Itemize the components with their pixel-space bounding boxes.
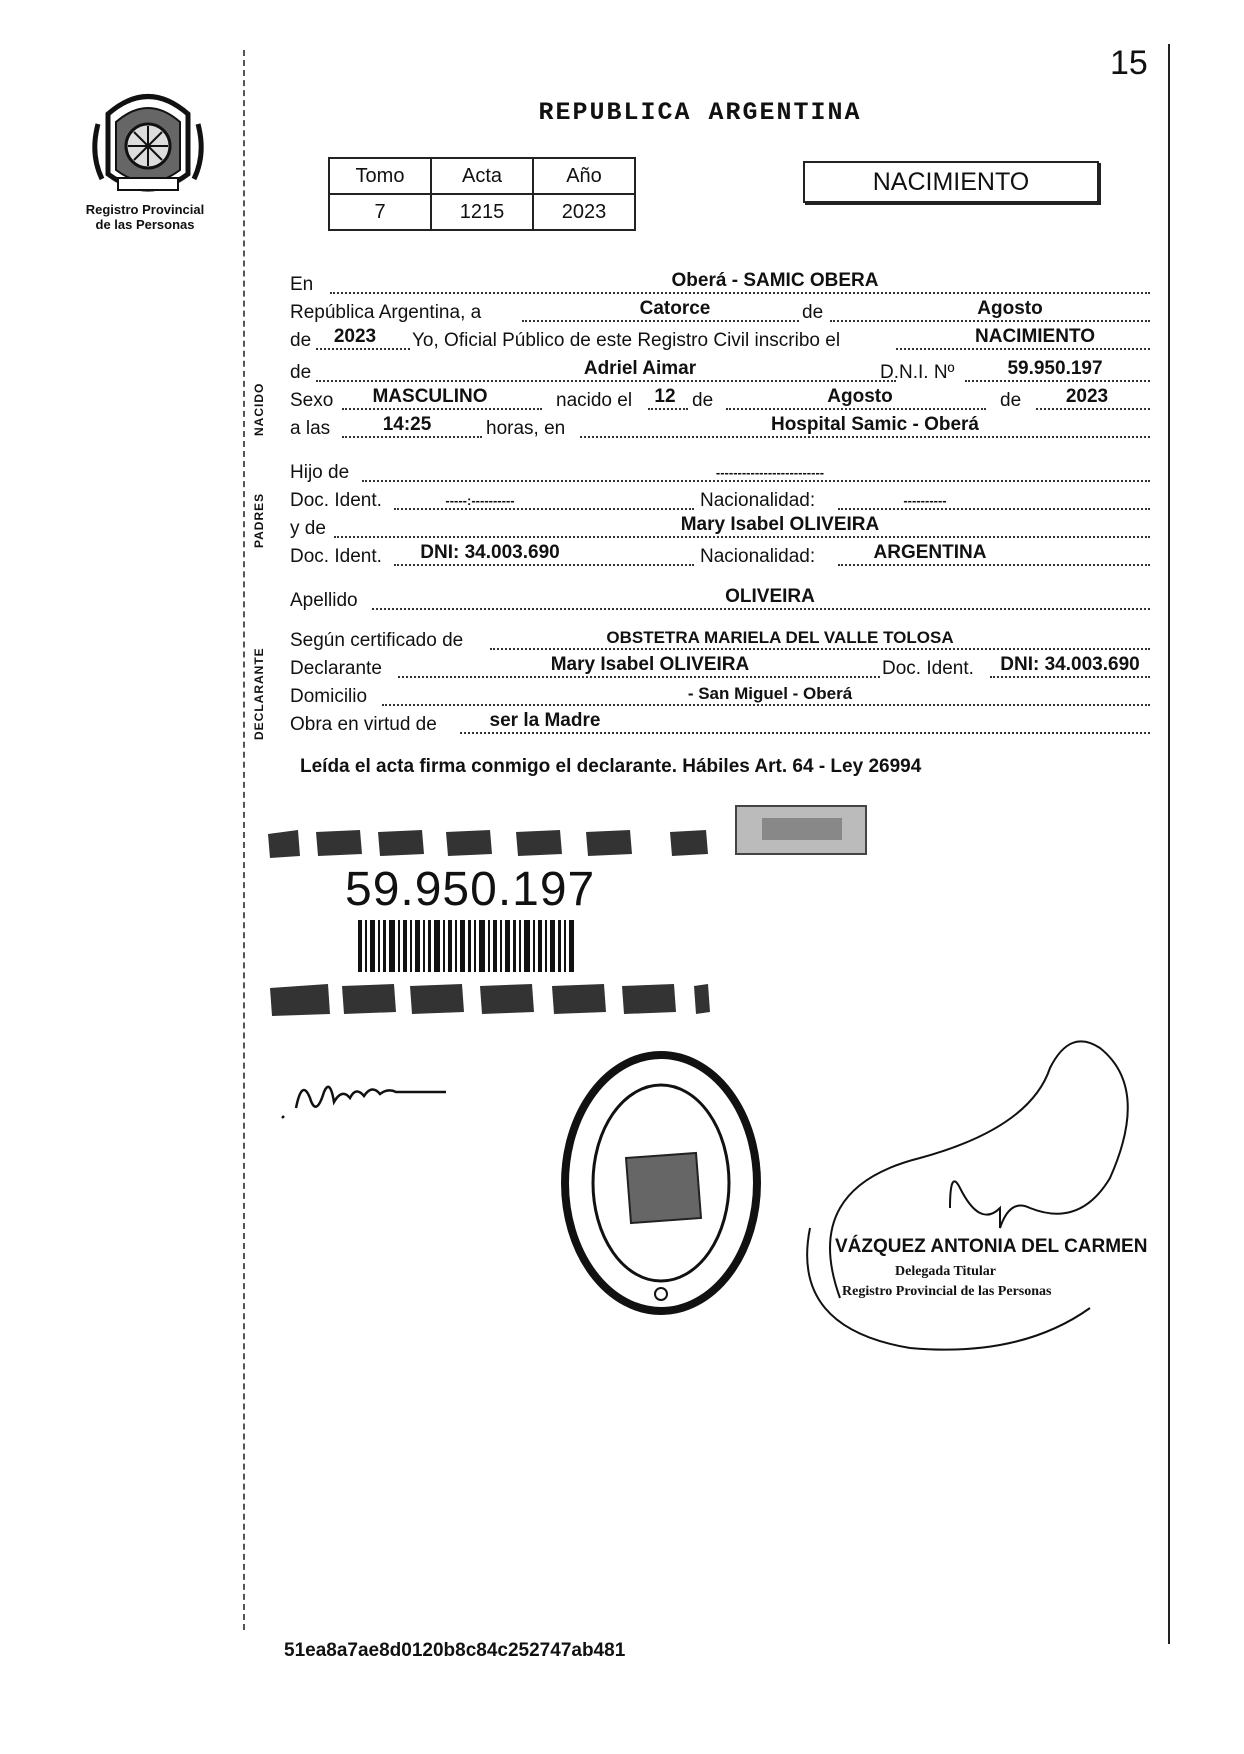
form-line-en <box>290 270 1150 298</box>
document-title: REPUBLICA ARGENTINA <box>538 98 862 127</box>
table-value-acta: 1215 <box>431 194 533 230</box>
form-line-y-de <box>290 514 1150 542</box>
form-line-republica <box>290 298 1150 326</box>
inscribe-value: NACIMIENTO <box>975 326 1095 347</box>
signer-name: VÁZQUEZ ANTONIA DEL CARMEN <box>835 1236 1148 1257</box>
father-name-value: ------------------------- <box>715 465 825 480</box>
security-pattern-bottom <box>268 980 728 1020</box>
logo-caption <box>70 202 220 232</box>
dotted-leader <box>580 436 1150 438</box>
mother-nac-value: ARGENTINA <box>873 542 987 563</box>
father-nac-value: ---------- <box>903 493 947 508</box>
form-line-inscribe <box>290 326 1150 354</box>
form-line-sexo <box>290 386 1150 414</box>
year-value: 2023 <box>333 326 377 347</box>
dotted-leader <box>838 564 1150 566</box>
form-line-mother-doc <box>290 542 1150 570</box>
dotted-leader <box>460 732 1150 734</box>
child-dni-value: 59.950.197 <box>1007 358 1103 379</box>
form-line-domicilio <box>290 682 1150 710</box>
republica-label: República Argentina, a <box>290 302 482 323</box>
obra-value: ser la Madre <box>489 710 601 731</box>
mother-name-value: Mary Isabel OLIVEIRA <box>680 514 880 535</box>
dni-label: D.N.I. Nº <box>880 362 955 383</box>
right-margin-line <box>1168 44 1170 1644</box>
doc-ident-label: Doc. Ident. <box>290 490 382 511</box>
document-hash: 51ea8a7ae8d0120b8c84c252747ab481 <box>284 1640 626 1661</box>
de-label: de <box>692 390 714 411</box>
dotted-leader <box>1036 408 1150 410</box>
de-label: de <box>290 330 312 351</box>
time-value: 14:25 <box>382 414 432 435</box>
left-dashed-margin <box>243 50 245 1630</box>
de-label: de <box>802 302 824 323</box>
declarant-signature-icon <box>276 1068 476 1128</box>
table-header-acta: Acta <box>431 158 533 194</box>
dotted-leader <box>362 480 1150 482</box>
official-seal-icon <box>556 1048 766 1318</box>
nacionalidad-label: Nacionalidad: <box>700 546 816 567</box>
dotted-leader <box>838 508 1150 510</box>
logo-caption-line1: Registro Provincial <box>85 202 205 217</box>
declarante-label: Declarante <box>290 658 382 679</box>
barcode-icon <box>358 920 578 972</box>
province-logo-icon <box>88 84 208 204</box>
record-type-box: NACIMIENTO <box>803 161 1099 203</box>
child-name-value: Adriel Aimar <box>583 358 697 379</box>
dotted-leader <box>342 408 542 410</box>
table-header-anio: Año <box>533 158 635 194</box>
dotted-leader <box>522 320 799 322</box>
dotted-leader <box>830 320 1150 322</box>
birth-place-value: Hospital Samic - Oberá <box>770 414 979 435</box>
month-value: Agosto <box>977 298 1043 319</box>
place-value: Oberá - SAMIC OBERA <box>671 270 879 291</box>
father-doc-value: -----:---------- <box>445 493 515 508</box>
hijo-de-label: Hijo de <box>290 462 350 483</box>
dotted-leader <box>990 676 1150 678</box>
form-line-hora <box>290 414 1150 442</box>
apellido-label: Apellido <box>290 590 358 611</box>
birth-day-value: 12 <box>654 386 676 407</box>
dotted-leader <box>334 536 1150 538</box>
apellido-value: OLIVEIRA <box>725 586 815 607</box>
horas-en-label: horas, en <box>486 418 566 439</box>
official-signature-icon <box>800 1028 1140 1358</box>
dotted-leader <box>394 508 694 510</box>
dotted-leader <box>394 564 694 566</box>
table-value-tomo: 7 <box>329 194 431 230</box>
dotted-leader <box>896 348 1150 350</box>
day-value: Catorce <box>639 298 711 319</box>
dotted-leader <box>316 380 896 382</box>
certificado-value: OBSTETRA MARIELA DEL VALLE TOLOSA <box>606 628 954 647</box>
id-number-print: 59.950.197 <box>345 863 596 916</box>
dotted-leader <box>330 292 1150 294</box>
signer-role: Delegada Titular <box>895 1264 996 1279</box>
signer-org: Registro Provincial de las Personas <box>842 1284 1052 1299</box>
side-label-declarante: DECLARANTE <box>252 647 266 740</box>
closing-text: Leída el acta firma conmigo el declarante. Hábiles Art. 64 - Ley 26994 <box>300 756 922 777</box>
form-line-father-doc <box>290 486 1150 514</box>
dotted-leader <box>342 436 482 438</box>
mother-doc-value: DNI: 34.003.690 <box>420 542 560 563</box>
inscribe-text: Yo, Oficial Público de este Registro Civil inscribo el <box>412 330 841 351</box>
nacido-el-label: nacido el <box>556 390 633 411</box>
form-line-declarante <box>290 654 1150 682</box>
form-line-apellido <box>290 586 1150 614</box>
sexo-value: MASCULINO <box>372 386 488 407</box>
a-las-label: a las <box>290 418 331 439</box>
domicilio-value: - San Miguel - Oberá <box>687 684 853 703</box>
en-label: En <box>290 274 314 295</box>
doc-ident-label: Doc. Ident. <box>290 546 382 567</box>
table-header-tomo: Tomo <box>329 158 431 194</box>
de-label: de <box>1000 390 1022 411</box>
nacionalidad-label: Nacionalidad: <box>700 490 816 511</box>
obra-label: Obra en virtud de <box>290 714 437 735</box>
page-number: 15 <box>1110 44 1148 82</box>
form-line-obra <box>290 710 1150 738</box>
form-line-certificado <box>290 626 1150 654</box>
birth-month-value: Agosto <box>827 386 893 407</box>
dotted-leader <box>648 408 688 410</box>
side-label-padres: PADRES <box>252 492 266 548</box>
declarante-doc-value: DNI: 34.003.690 <box>1000 654 1140 675</box>
declarante-value: Mary Isabel OLIVEIRA <box>550 654 750 675</box>
logo-caption-line2: de las Personas <box>95 217 195 232</box>
registry-table <box>328 157 636 231</box>
form-line-name <box>290 358 1150 386</box>
birth-year-value: 2023 <box>1065 386 1109 407</box>
declarante-doc-label: Doc. Ident. <box>882 658 974 679</box>
dotted-leader <box>316 348 410 350</box>
date-stamp-icon <box>732 796 872 862</box>
side-label-nacido: NACIDO <box>252 382 266 436</box>
domicilio-label: Domicilio <box>290 686 368 707</box>
dotted-leader <box>965 380 1150 382</box>
sexo-label: Sexo <box>290 390 334 411</box>
dotted-leader <box>398 676 880 678</box>
form-line-hijo-de <box>290 458 1150 486</box>
dotted-leader <box>382 704 1150 706</box>
dotted-leader <box>726 408 986 410</box>
dotted-leader <box>372 608 1150 610</box>
y-de-label: y de <box>290 518 326 539</box>
table-value-anio: 2023 <box>533 194 635 230</box>
certificado-label: Según certificado de <box>290 630 464 651</box>
de-label: de <box>290 362 312 383</box>
dotted-leader <box>490 648 1150 650</box>
